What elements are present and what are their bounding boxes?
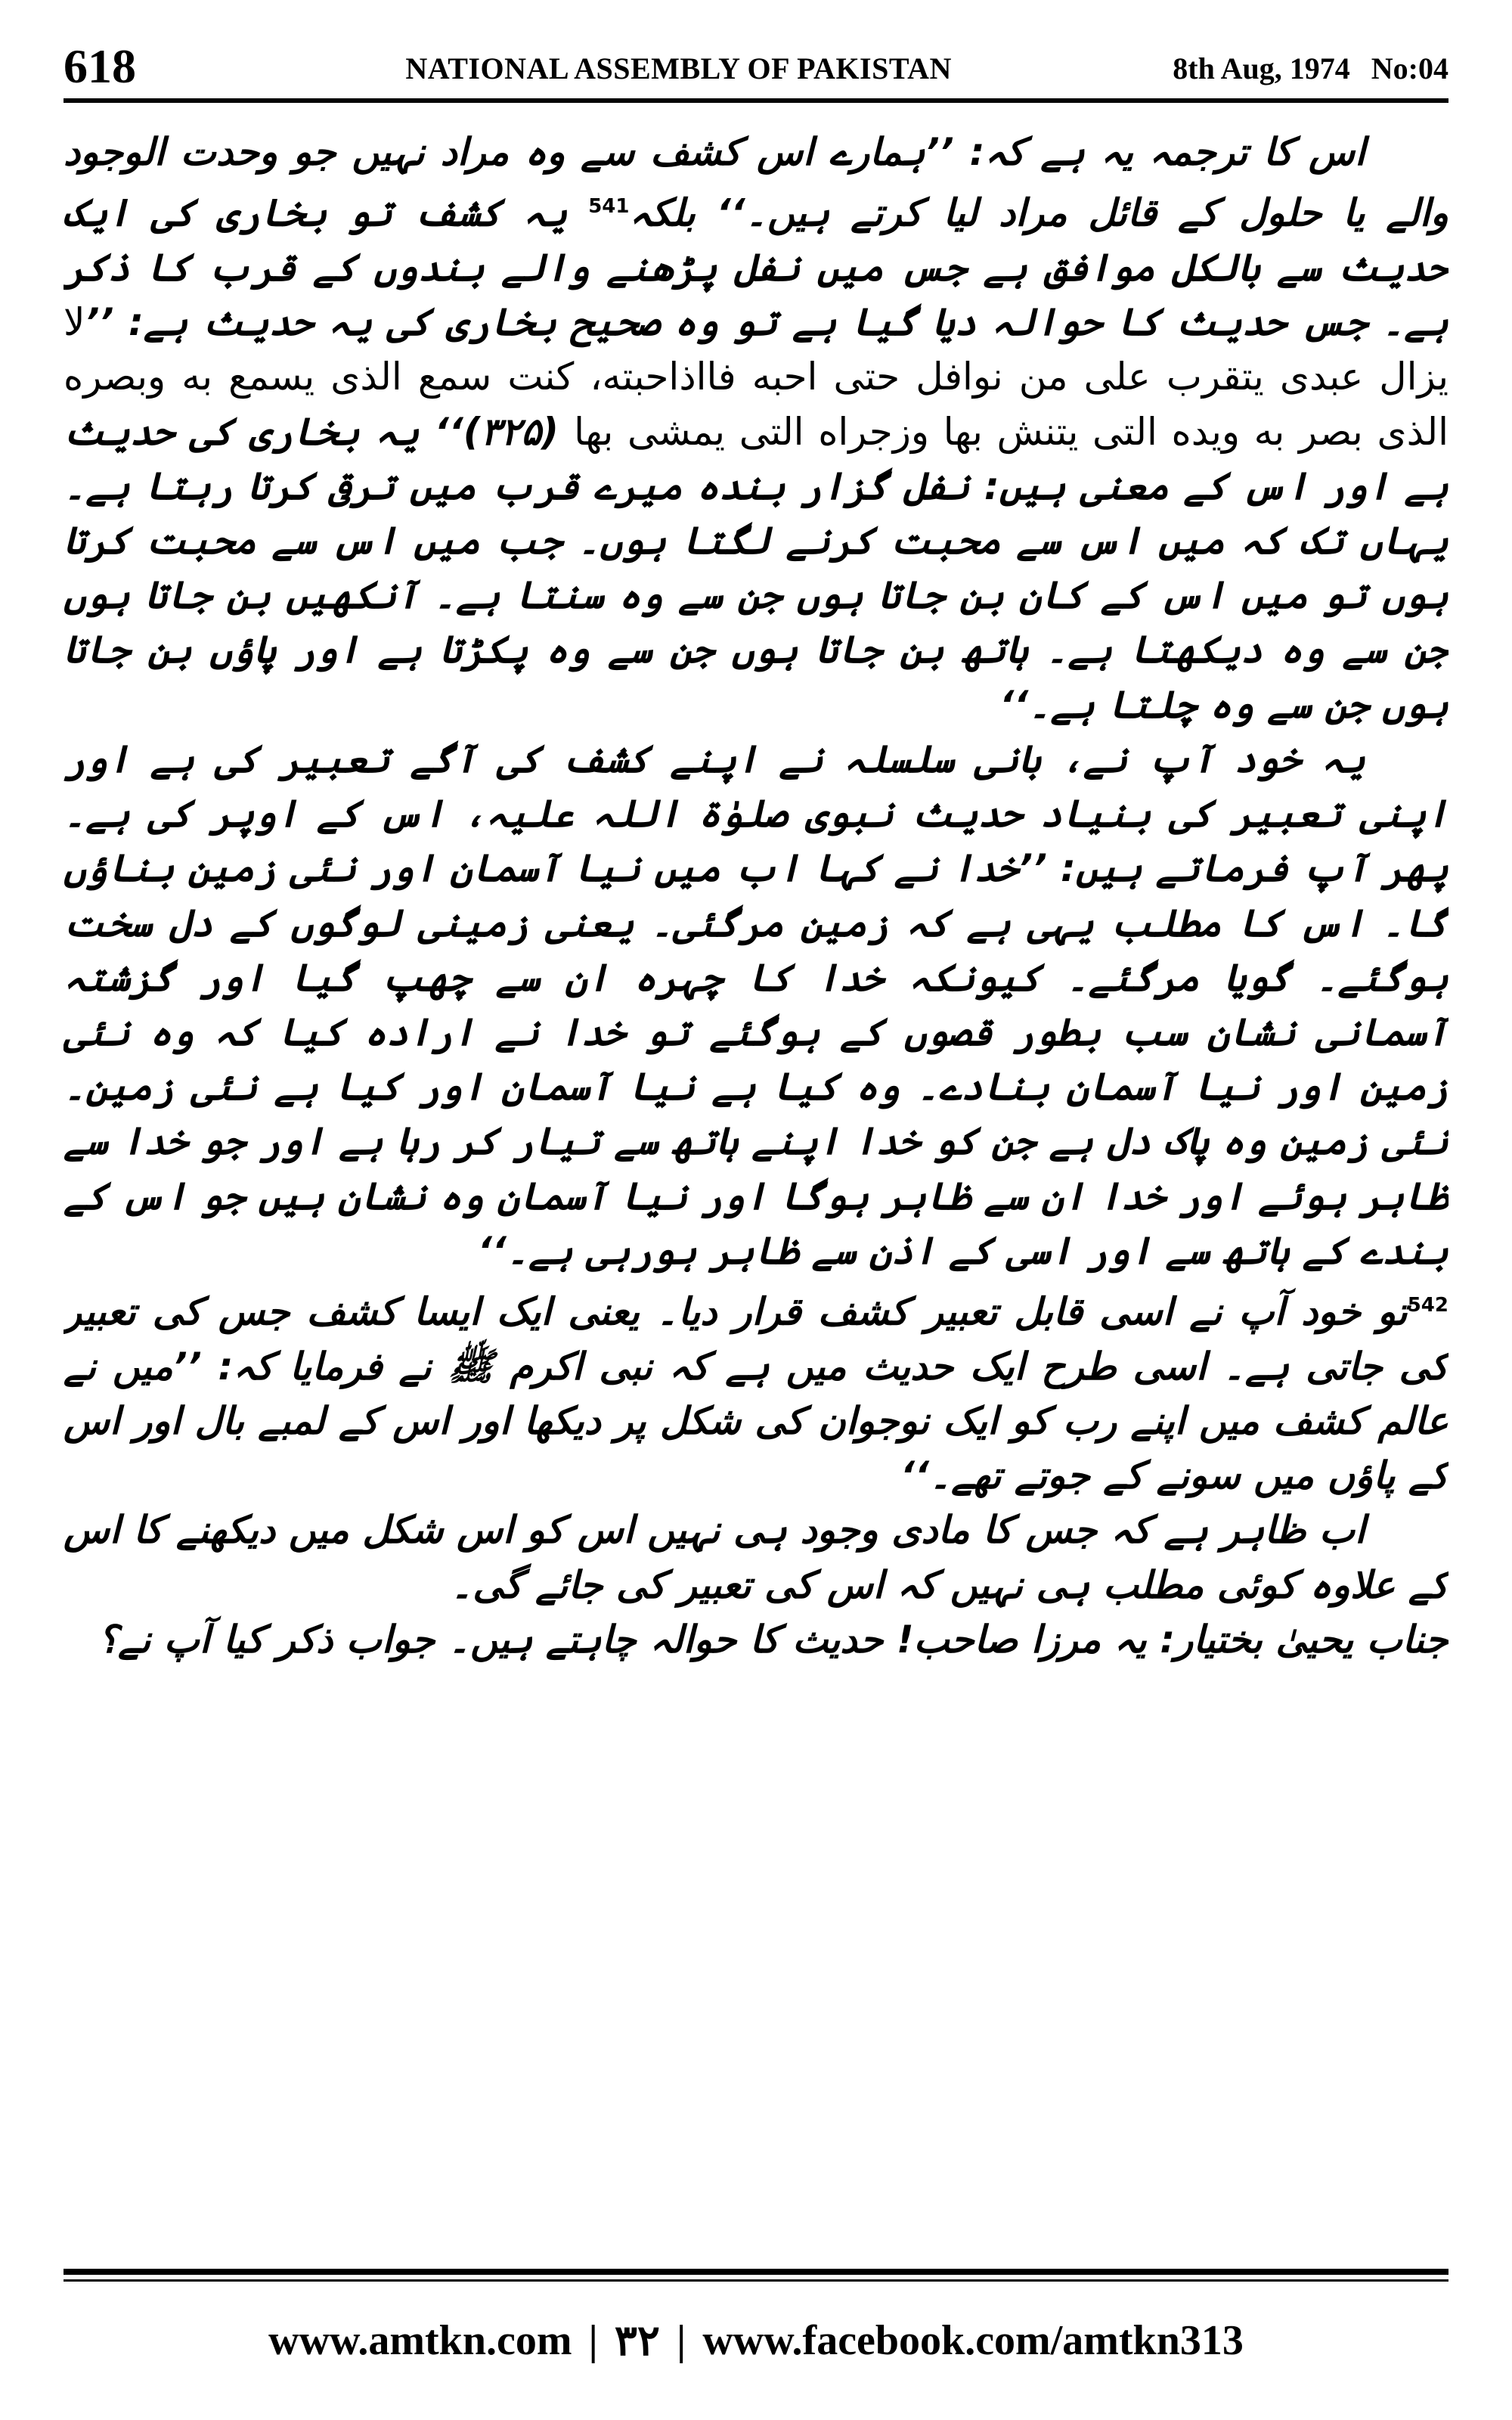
paragraph-1-text-b: یہ کشف تو بخاری کی ایک حدیث سے بالکل موافق ہے جس میں نفل پڑھنے والے بندوں کے قرب کا ذکر ہے۔ جس حدیث کا حوالہ دیا گیا ہے تو وہ صحیح بخاری کی یہ حدیث ہے: ’’ (64, 191, 1448, 345)
footer-rule-thick (64, 2269, 1448, 2275)
page-footer (64, 2307, 1448, 2375)
paragraph-4: اب ظاہر ہے کہ جس کا مادی وجود ہی نہیں اس کو اس شکل میں دیکھنے کا اس کے علاوہ کوئی مطلب ہی نہیں کہ اس کی تعبیر کی جائے گی۔ (64, 1508, 1448, 1607)
footnote-ref-541: 541 (588, 195, 630, 219)
footer-website-link[interactable]: www.amtkn.com (268, 2317, 572, 2364)
page-number: 618 (64, 39, 136, 93)
header-date: 8th Aug, 1974 (1173, 51, 1350, 85)
footer-rule-thin (64, 2279, 1448, 2282)
header-issue-number: No:04 (1371, 51, 1448, 85)
footer-page-number: ۳۲ (614, 2317, 660, 2365)
paragraph-5 (64, 1612, 1448, 1667)
paragraph-3-text: تو خود آپ نے اسی قابل تعبیر کشف قرار دیا۔ یعنی ایک ایسا کشف جس کی تعبیر کی جاتی ہے۔ اسی طرح ایک حدیث میں ہے کہ نبی اکرم ﷺ نے فرمایا کہ: ’’میں نے عالم کشف میں اپنے رب کو ایک نوجوان کی شکل پر دیکھا اور اس کے لمبے بال اور اس کے پاؤں میں سونے کے جوتے تھے۔‘‘ (64, 1289, 1448, 1498)
footnote-ref-542: 542 (1407, 1293, 1448, 1317)
paragraph-1 (64, 125, 1448, 732)
header-title: NATIONAL ASSEMBLY OF PAKISTAN (405, 51, 952, 85)
header-date-block (1173, 51, 1448, 91)
paragraph-2: یہ خود آپ نے، بانی سلسلہ نے اپنے کشف کی آگے تعبیر کی ہے اور اپنی تعبیر کی بنیاد حدیث نبوی صلوٰۃ اللہ علیہ، اس کے اوپر کی ہے۔ پھر آپ فرماتے ہیں: ’’خدا نے کہا اب میں نیا آسمان اور نئی زمین بناؤں گا۔ اس کا مطلب یہی ہے کہ زمین مرگئی۔ یعنی زمینی لوگوں کے دل سخت ہوگئے۔ گویا مرگئے۔ کیونکہ خدا کا چہرہ ان سے چھپ گیا اور گزشتہ آسمانی نشان سب بطور قصوں کے ہوگئے تو خدا نے ارادہ کیا کہ وہ نئی زمین اور نیا آسمان بنادے۔ وہ کیا ہے نیا آسمان اور کیا ہے نئی زمین۔ نئی زمین وہ پاک دل ہے جن کو خدا اپنے ہاتھ سے تیار کر رہا ہے اور جو خدا سے ظاہر ہوئے اور خدا ان سے ظاہر ہوگا اور نیا آسمان وہ نشان ہیں جو اس کے بندے کے ہاتھ سے اور اسی کے اذن سے ظاہر ہورہی ہے۔‘‘ (64, 737, 1448, 1273)
page-header (64, 30, 1448, 91)
footer-separator: | (588, 2317, 598, 2364)
document-body (64, 125, 1448, 2254)
footer-facebook-link[interactable]: www.facebook.com/amtkn313 (702, 2317, 1244, 2364)
hadith-reference: (۳۲۵) (463, 409, 559, 454)
paragraph-1-text: اس کا ترجمہ یہ ہے کہ: ’’ہمارے اس کشف سے وہ مراد نہیں جو وحدت الوجود والے یا حلول کے قائل مراد لیا کرتے ہیں۔‘‘ بلکہ (64, 130, 1448, 235)
paragraph-5-text: یہ مرزا صاحب! حدیث کا حوالہ چاہتے ہیں۔ جواب ذکر کیا آپ نے؟ (98, 1617, 1147, 1661)
paragraph-1-text-c: ‘‘ یہ بخاری کی حدیث ہے اور اس کے معنی ہیں: نفل گزار بندہ میرے قرب میں ترقی کرتا رہتا ہے۔ یہاں تک کہ میں اس سے محبت کرنے لگتا ہوں۔ جب میں اس سے محبت کرتا ہوں تو میں اس کے کان بن جاتا ہوں جن سے وہ سنتا ہے۔ آنکھیں بن جاتا ہوں جن سے وہ دیکھتا ہے۔ ہاتھ بن جاتا ہوں جن سے وہ پکڑتا ہے اور پاؤں بن جاتا ہوں جن سے وہ چلتا ہے۔‘‘ (64, 409, 1448, 727)
speaker-name: جناب یحییٰ بختیار: (1160, 1617, 1448, 1661)
footer-separator: | (676, 2317, 686, 2364)
hadith-arabic-text: لا یزال عبدی یتقرب علی من نوافل حتی احبه فااذاحبته، کنت سمع الذی یسمع به وبصره الذی بصر به ویده التی یتنش بها وزجراه التی یمشی بها (64, 300, 1448, 454)
paragraph-3 (64, 1278, 1448, 1503)
header-rule (64, 98, 1448, 103)
